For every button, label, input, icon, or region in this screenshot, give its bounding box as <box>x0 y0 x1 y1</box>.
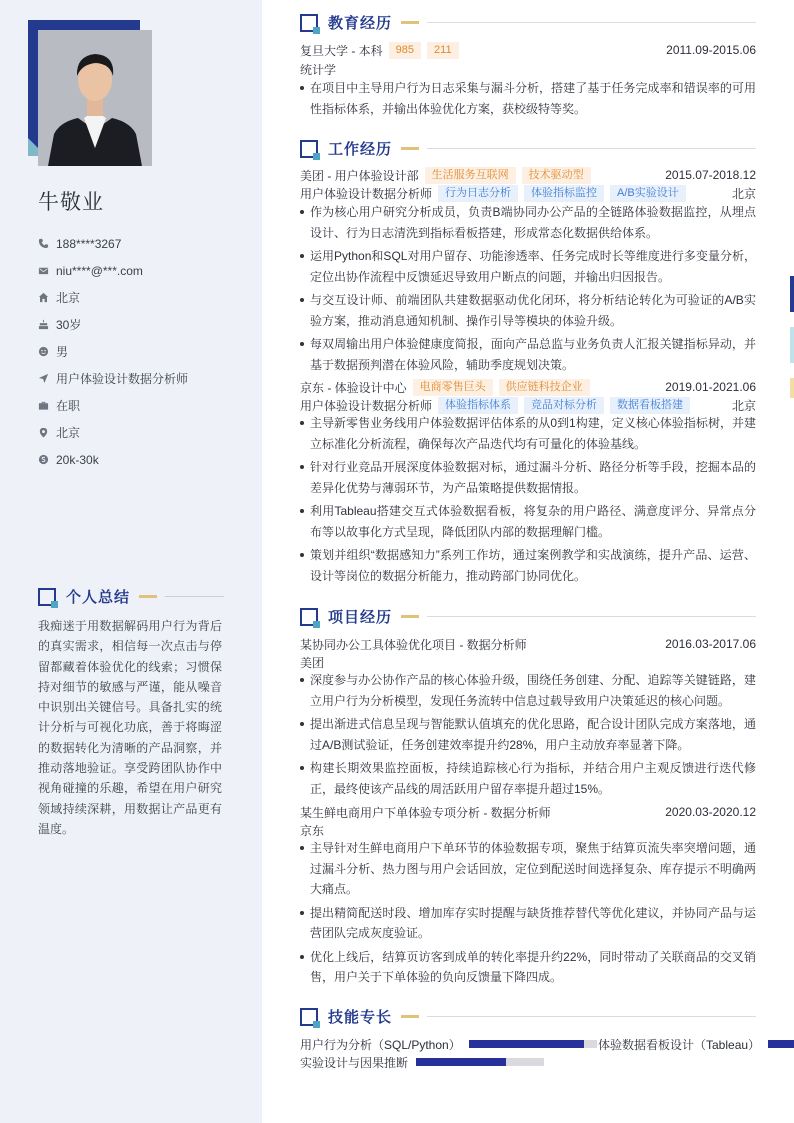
contact-city-value: 北京 <box>56 426 81 440</box>
project-2-name: 某生鲜电商用户下单体验专项分析 - 数据分析师 <box>300 805 551 820</box>
education-school: 复旦大学 - 本科 <box>300 43 383 58</box>
edge-accent <box>790 327 794 363</box>
candidate-name: 牛敬业 <box>38 191 104 214</box>
contact-phone-value: 188****3267 <box>56 236 122 251</box>
education-row <box>300 41 756 59</box>
edge-accent <box>790 276 794 312</box>
phone-icon <box>38 238 56 249</box>
section-square-icon <box>300 14 318 32</box>
education-major-row <box>300 60 756 78</box>
list-item: 策划并组织“数据感知力”系列工作坊，通过案例教学和实战演练，提升产品、运营、设计等岗位的数据分析能力，推动跨部门协同优化。 <box>300 545 756 586</box>
education-title: 教育经历 <box>328 15 393 32</box>
list-item: 在项目中主导用户行为日志采集与漏斗分析，搭建了基于任务完成率和错误率的可用性指标体系，并输出体验优化方案，获校级特等奖。 <box>300 78 756 119</box>
list-item: 提出渐进式信息呈现与智能默认值填充的优化思路，配合设计团队完成方案落地，通过A/B测试验证，任务创建效率提升约28%，用户主动放弃率显著下降。 <box>300 714 756 755</box>
contact-email-value: niu****@***.com <box>56 263 143 278</box>
contact-status-value: 在职 <box>56 399 81 413</box>
list-item: 构建长期效果监控面板，持续追踪核心行为指标，并结合用户主观反馈进行迭代修正，最终使该产品线的周活跃用户留存率提升超过15%。 <box>300 758 756 799</box>
education-tag: 211 <box>427 42 459 59</box>
section-dash <box>401 1015 419 1018</box>
project-1-header <box>300 635 756 653</box>
section-rule <box>427 616 756 617</box>
job-1-bullets <box>300 202 756 378</box>
education-tag: 985 <box>389 42 421 59</box>
skills-title: 技能专长 <box>328 1009 393 1026</box>
job-1-role: 用户体验设计数据分析师 <box>300 186 433 201</box>
section-rule <box>427 1016 756 1017</box>
list-item: 运用Python和SQL对用户留存、功能渗透率、任务完成时长等维度进行多变量分析，定位出协作流程中反馈延迟导致用户断点的问题，并输出归因报告。 <box>300 246 756 287</box>
job-2-header <box>300 378 756 396</box>
section-dash <box>401 615 419 618</box>
project-2-org: 京东 <box>300 823 325 838</box>
project-2-org-row <box>300 821 756 839</box>
skill-bar <box>469 1040 597 1048</box>
briefcase-icon <box>38 400 56 411</box>
projects-title: 项目经历 <box>328 609 393 626</box>
summary-heading <box>38 586 224 607</box>
education-major: 统计学 <box>300 62 337 77</box>
job-1-company-tag: 生活服务互联网 <box>425 167 516 184</box>
contact-list <box>38 230 188 473</box>
contact-home <box>38 284 188 311</box>
job-2-role-tag: 竞品对标分析 <box>524 397 604 414</box>
contact-position <box>38 365 188 392</box>
section-square-icon <box>300 140 318 158</box>
job-1-city: 北京 <box>731 186 756 201</box>
job-2-company-tag: 供应链科技企业 <box>499 379 590 396</box>
job-1-company: 美团 - 用户体验设计部 <box>300 168 419 183</box>
job-2-role-row <box>300 396 756 414</box>
job-1-role-tag: 体验指标监控 <box>524 185 604 202</box>
skill-item <box>300 1053 544 1071</box>
job-2-role-tag: 数据看板搭建 <box>610 397 690 414</box>
summary-text: 我痴迷于用数据解码用户行为背后的真实需求，相信每一次点击与停留都藏着体验优化的线索；习惯保持对细节的敏感与严谨，能从噪音中识别出关键信号。具备扎实的统计分析与可视化功底，善于将晦涩的数据转化为清晰的产品洞察，并推动落地验证。享受跨团队协作中视角碰撞的乐趣，希望在用户研究领域持续深耕，用数据让产品更有温度。 <box>38 619 222 836</box>
contact-status <box>38 392 188 419</box>
project-1-bullets <box>300 670 756 802</box>
list-item: 与交互设计师、前端团队共建数据驱动优化闭环，将分析结论转化为可验证的A/B实验方案，推动消息通知机制、操作引导等模块的体验升级。 <box>300 290 756 331</box>
contact-phone <box>38 230 188 257</box>
list-item: 利用Tableau搭建交互式体验数据看板，将复杂的用户路径、满意度评分、异常点分布等以故事化方式呈现，降低团队内部的数据理解门槛。 <box>300 501 756 542</box>
contact-age <box>38 311 188 338</box>
contact-city <box>38 419 188 446</box>
section-dash <box>401 21 419 24</box>
job-2-period: 2019.01-2021.06 <box>665 380 756 394</box>
contact-salary-value: 20k-30k <box>56 452 99 467</box>
list-item: 提出精简配送时段、增加库存实时提醒与缺货推荐替代等优化建议，并协同产品与运营团队完成灰度验证。 <box>300 903 756 944</box>
job-1-period: 2015.07-2018.12 <box>665 168 756 182</box>
job-2-city: 北京 <box>731 398 756 413</box>
job-2-bullets <box>300 413 756 589</box>
skill-name: 用户行为分析（SQL/Python） <box>300 1037 461 1052</box>
skill-name: 体验数据看板设计（Tableau） <box>598 1037 761 1052</box>
work-heading <box>300 138 756 159</box>
avatar-portrait-icon <box>38 30 152 166</box>
section-dash <box>401 147 419 150</box>
job-2-role: 用户体验设计数据分析师 <box>300 398 433 413</box>
skill-bar-fill <box>416 1058 506 1066</box>
list-item: 深度参与办公协作产品的核心体验升级，围绕任务创建、分配、追踪等关键链路，建立用户行为分析模型，发现任务流转中信息过载导致用户决策延迟的核心问题。 <box>300 670 756 711</box>
job-2-role-tag: 体验指标体系 <box>438 397 518 414</box>
section-square-icon <box>38 588 56 606</box>
avatar-frame <box>28 20 152 166</box>
education-period: 2011.09-2015.06 <box>666 43 756 57</box>
project-1-org-row <box>300 653 756 671</box>
project-2-bullets <box>300 838 756 991</box>
skill-bar-fill <box>469 1040 584 1048</box>
job-1-role-tag: 行为日志分析 <box>438 185 518 202</box>
section-rule <box>427 22 756 23</box>
email-icon <box>38 265 56 276</box>
contact-position-value: 用户体验设计数据分析师 <box>56 372 189 386</box>
section-rule <box>427 148 756 149</box>
contact-age-value: 30岁 <box>56 318 82 332</box>
location-pin-icon <box>38 427 56 438</box>
contact-gender <box>38 338 188 365</box>
skill-bar-fill <box>768 1040 794 1048</box>
summary-title: 个人总结 <box>66 589 131 606</box>
section-dash <box>139 595 157 598</box>
list-item: 优化上线后，结算页访客到成单的转化率提升约22%，同时带动了关联商品的交叉销售，用户关于下单体验的负向反馈量下降四成。 <box>300 947 756 988</box>
section-square-icon <box>300 1008 318 1026</box>
job-1-company-tag: 技术驱动型 <box>522 167 591 184</box>
sidebar <box>0 0 262 1123</box>
send-icon <box>38 373 56 384</box>
project-1-name: 某协同办公工具体验优化项目 - 数据分析师 <box>300 637 527 652</box>
work-title: 工作经历 <box>328 141 393 158</box>
contact-salary <box>38 446 188 473</box>
skills-heading <box>300 1006 756 1027</box>
home-icon <box>38 292 56 303</box>
skill-item <box>300 1035 597 1053</box>
project-2-header <box>300 803 756 821</box>
cake-icon <box>38 319 56 330</box>
contact-home-value: 北京 <box>56 291 81 305</box>
project-2-period: 2020.03-2020.12 <box>665 805 756 819</box>
contact-gender-value: 男 <box>56 345 69 359</box>
project-1-org: 美团 <box>300 655 325 670</box>
gender-icon <box>38 346 56 357</box>
skill-item <box>598 1035 794 1053</box>
edge-accent <box>790 378 794 398</box>
job-1-role-row <box>300 184 756 202</box>
education-heading <box>300 12 756 33</box>
job-1-header <box>300 166 756 184</box>
skill-bar <box>416 1058 544 1066</box>
education-bullets <box>300 78 756 122</box>
salary-icon <box>38 454 56 465</box>
list-item: 针对行业竞品开展深度体验数据对标，通过漏斗分析、路径分析等手段，挖掘本品的差异化优势与薄弱环节，为产品策略提供数据情报。 <box>300 457 756 498</box>
list-item: 每双周输出用户体验健康度简报，面向产品总监与业务负责人汇报关键指标异动，并基于数据预判潜在体验风险，辅助季度规划决策。 <box>300 334 756 375</box>
list-item: 作为核心用户研究分析成员，负责B端协同办公产品的全链路体验数据监控，从埋点设计、行为日志清洗到指标看板搭建，形成常态化数据供给体系。 <box>300 202 756 243</box>
section-rule <box>165 596 224 597</box>
avatar <box>38 30 152 166</box>
list-item: 主导新零售业务线用户体验数据评估体系的从0到1构建，定义核心体验指标树，并建立标准化分析流程，确保每次产品迭代均有可量化的体验基线。 <box>300 413 756 454</box>
job-2-company-tag: 电商零售巨头 <box>413 379 493 396</box>
projects-heading <box>300 606 756 627</box>
job-2-company: 京东 - 体验设计中心 <box>300 380 407 395</box>
list-item: 主导针对生鲜电商用户下单环节的体验数据专项，聚焦于结算页流失率突增问题，通过漏斗分析、热力图与用户会话回放，定位到配送时间选择复杂、库存提示不明确两大痛点。 <box>300 838 756 900</box>
project-1-period: 2016.03-2017.06 <box>665 637 756 651</box>
skill-name: 实验设计与因果推断 <box>300 1055 409 1070</box>
job-1-role-tag: A/B实验设计 <box>610 185 686 202</box>
contact-email <box>38 257 188 284</box>
section-square-icon <box>300 608 318 626</box>
skill-bar <box>768 1040 794 1048</box>
